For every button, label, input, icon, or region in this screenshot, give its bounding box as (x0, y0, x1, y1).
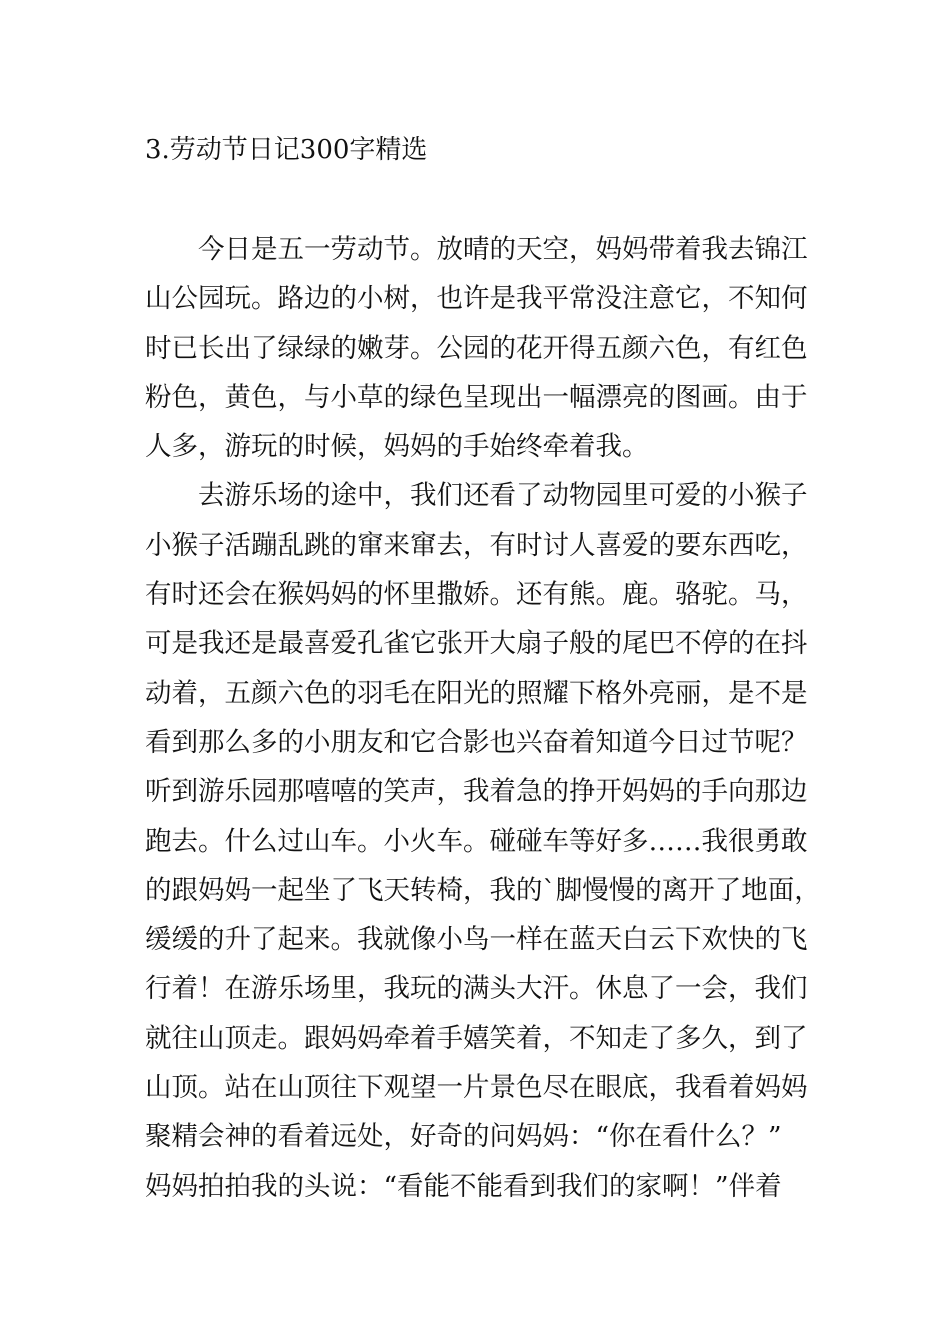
paragraph-2-line: 听到游乐园那嘻嘻的笑声，我着急的挣开妈妈的手向那边 (145, 776, 808, 808)
paragraph-2-line: 的跟妈妈一起坐了飞天转椅，我的`脚慢慢的离开了地面， (145, 874, 821, 906)
paragraph-1-line: 人多，游玩的时候，妈妈的手始终牵着我。 (145, 431, 649, 463)
paragraph-2-line: 山顶。站在山顶往下观望一片景色尽在眼底，我看着妈妈 (145, 1072, 808, 1104)
paragraph-2-line: 跑去。什么过山车。小火车。碰碰车等好多……我很勇敢 (145, 825, 808, 857)
paragraph-2-line: 就往山顶走。跟妈妈牵着手嬉笑着，不知走了多久，到了 (145, 1022, 808, 1054)
document-body (145, 225, 821, 1211)
paragraph-1-line: 时已长出了绿绿的嫩芽。公园的花开得五颜六色，有红色 (145, 332, 808, 364)
paragraph-2-line: 去游乐场的途中，我们还看了动物园里可爱的小猴子 (198, 480, 808, 512)
paragraph-1-line: 山公园玩。路边的小树，也许是我平常没注意它，不知何 (145, 283, 808, 315)
paragraph-2-line: 妈妈拍拍我的头说：“看能不能看到我们的家啊！”伴着 (145, 1170, 782, 1202)
paragraph-1-line: 粉色，黄色，与小草的绿色呈现出一幅漂亮的图画。由于 (145, 381, 808, 413)
paragraph-2-line: 有时还会在猴妈妈的怀里撒娇。还有熊。鹿。骆驼。马， (145, 579, 808, 611)
paragraph-2-line: 动着，五颜六色的羽毛在阳光的照耀下格外亮丽，是不是 (145, 677, 808, 709)
paragraph-2-line: 可是我还是最喜爱孔雀它张开大扇子般的尾巴不停的在抖 (145, 628, 808, 660)
document-title: 3.劳动节日记300字精选 (145, 135, 428, 165)
paragraph-2-line: 看到那么多的小朋友和它合影也兴奋着知道今日过节呢？ (145, 726, 808, 758)
paragraph-2-line: 行着！在游乐场里，我玩的满头大汗。休息了一会，我们 (145, 973, 808, 1005)
paragraph-2-line: 小猴子活蹦乱跳的窜来窜去，有时讨人喜爱的要东西吃， (145, 529, 808, 561)
paragraph-2-line: 缓缓的升了起来。我就像小鸟一样在蓝天白云下欢快的飞 (145, 924, 808, 956)
paragraph-1-line: 今日是五一劳动节。放晴的天空，妈妈带着我去锦江 (198, 234, 808, 265)
paragraph-2-line: 聚精会神的看着远处，好奇的问妈妈：“你在看什么？” (145, 1121, 782, 1153)
